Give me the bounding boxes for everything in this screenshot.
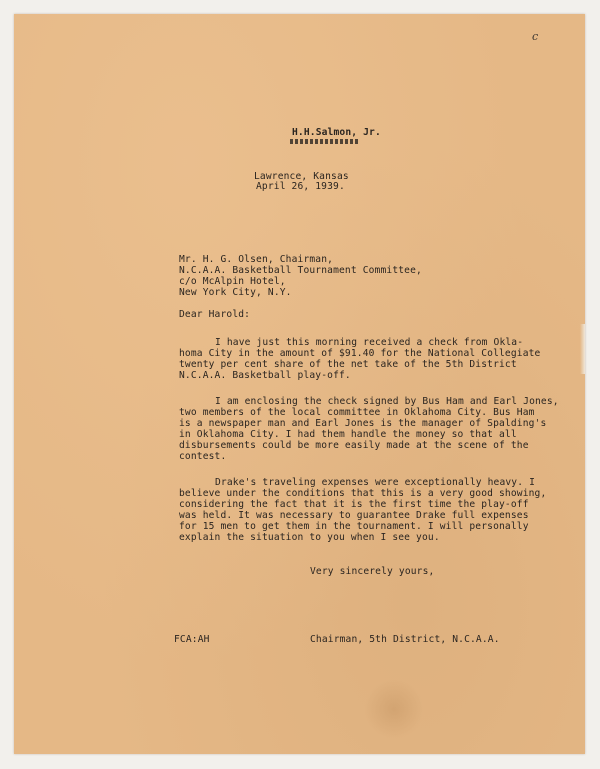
paper-stain xyxy=(364,679,424,739)
closing: Very sincerely yours, xyxy=(310,566,435,577)
salutation: Dear Harold: xyxy=(179,309,251,320)
typist-initials: FCA:AH xyxy=(174,634,210,645)
body-line: considering the fact that it is the first time the play-off xyxy=(179,499,529,510)
paper-edge-tear xyxy=(580,324,585,374)
body-line: was held. It was necessary to guarantee Drake full expenses xyxy=(179,510,529,521)
recipient-line: c/o McAlpin Hotel, xyxy=(179,276,286,287)
body-line: N.C.A.A. Basketball play-off. xyxy=(179,370,351,381)
body-line: for 15 men to get them in the tournament. I will personally xyxy=(179,521,529,532)
body-line: explain the situation to you when I see you. xyxy=(179,532,440,543)
recipient-line: Mr. H. G. Olsen, Chairman, xyxy=(179,254,334,265)
body-line: contest. xyxy=(179,451,227,462)
letterhead: H.H.Salmon, Jr. xyxy=(292,127,381,138)
body-line: Drake's traveling expenses were exceptionally heavy. I xyxy=(215,477,535,488)
letter-page xyxy=(14,14,585,754)
body-line: I am enclosing the check signed by Bus Ham and Earl Jones, xyxy=(215,396,559,407)
place: Lawrence, Kansas xyxy=(254,171,349,182)
signature-title: Chairman, 5th District, N.C.A.A. xyxy=(310,634,500,645)
corner-mark: c xyxy=(532,30,539,43)
body-line: believe under the conditions that this is a very good showing, xyxy=(179,488,547,499)
body-line: twenty per cent share of the net take of the 5th District xyxy=(179,359,517,370)
body-line: I have just this morning received a check from Okla- xyxy=(215,337,524,348)
body-line: homa City in the amount of $91.40 for the National Collegiate xyxy=(179,348,541,359)
letterhead-underline xyxy=(290,139,358,144)
recipient-line: N.C.A.A. Basketball Tournament Committee, xyxy=(179,265,422,276)
body-line: is a newspaper man and Earl Jones is the manager of Spalding's xyxy=(179,418,547,429)
date: April 26, 1939. xyxy=(256,181,345,192)
body-line: two members of the local committee in Oklahoma City. Bus Ham xyxy=(179,407,535,418)
recipient-line: New York City, N.Y. xyxy=(179,287,292,298)
body-line: disbursements could be more easily made at the scene of the xyxy=(179,440,529,451)
body-line: in Oklahoma City. I had them handle the money so that all xyxy=(179,429,517,440)
